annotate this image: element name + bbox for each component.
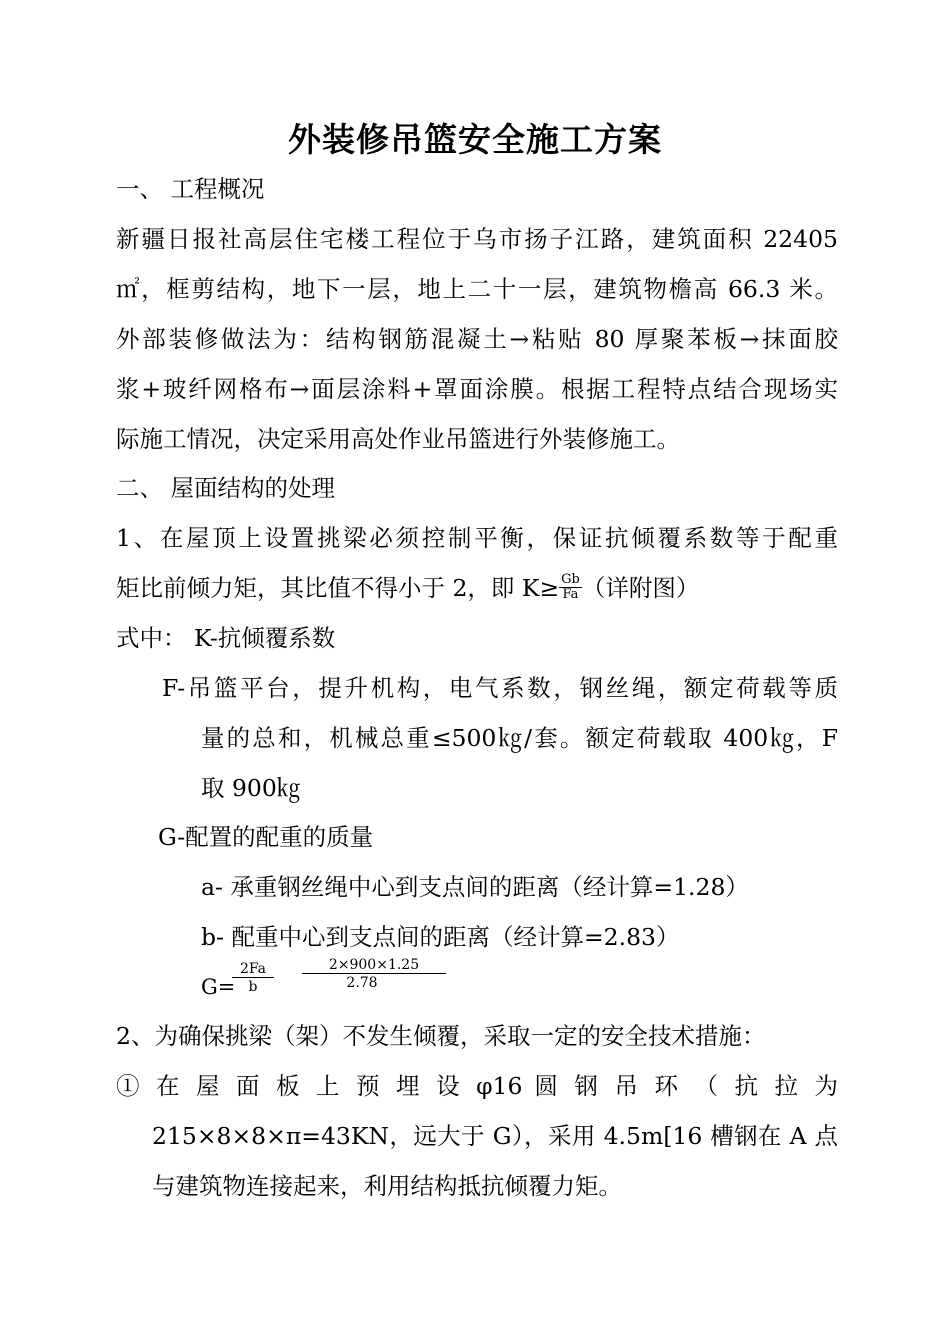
document-title: 外装修吊篮安全施工方案 bbox=[288, 120, 662, 159]
item-2-1-line-1: ① 在 屋 面 板 上 预 埋 设 φ16 圆 钢 吊 环 （ 抗 拉 为 bbox=[116, 1072, 838, 1100]
section-1-line-3: 外部装修做法为：结构钢筋混凝土→粘贴 80 厚聚苯板→抹面胶 bbox=[116, 325, 838, 353]
f-definition-line-2: 量的总和，机械总重≤500㎏/套。额定荷载取 400㎏，F bbox=[201, 724, 838, 752]
g-fraction-denominator: b bbox=[248, 979, 258, 995]
k-ratio-denominator: Fa bbox=[562, 587, 579, 602]
k-ratio-fraction bbox=[559, 573, 582, 602]
section-1-heading: 一、 工程概况 bbox=[116, 175, 265, 203]
g-fraction-numerator: 2Fa bbox=[232, 961, 274, 978]
k-ratio-numerator: Gb bbox=[561, 572, 580, 587]
a-definition: a- 承重钢丝绳中心到支点间的距离（经计算=1.28） bbox=[201, 873, 749, 901]
item-1-line-1: 1、在屋顶上设置挑梁必须控制平衡，保证抗倾覆系数等于配重 bbox=[116, 524, 838, 552]
item-1-line-2-suffix: （详附图） bbox=[581, 574, 700, 602]
item-2-1-line-3: 与建筑物连接起来，利用结构抵抗倾覆力矩。 bbox=[152, 1172, 622, 1200]
g-calc-denominator: 2.78 bbox=[346, 975, 378, 991]
f-definition-line-1: F-吊篮平台，提升机构，电气系数，钢丝绳，额定荷载等质 bbox=[162, 674, 838, 702]
g-calc-numerator: 2×900×1.25 bbox=[302, 957, 446, 974]
b-definition: b- 配重中心到支点间的距离（经计算=2.83） bbox=[201, 923, 680, 951]
g-definition: G-配置的配重的质量 bbox=[158, 823, 374, 851]
section-1-line-5: 际施工情况，决定采用高处作业吊篮进行外装修施工。 bbox=[116, 425, 680, 453]
section-1-line-2: ㎡，框剪结构，地下一层，地上二十一层，建筑物檐高 66.3 米。 bbox=[116, 275, 838, 303]
formula-intro: 式中： K-抗倾覆系数 bbox=[116, 624, 336, 652]
item-2-heading: 2、为确保挑梁（架）不发生倾覆，采取一定的安全技术措施： bbox=[116, 1022, 766, 1050]
section-2-heading: 二、 屋面结构的处理 bbox=[116, 474, 335, 502]
section-1-line-1: 新疆日报社高层住宅楼工程位于乌市扬子江路，建筑面积 22405 bbox=[116, 225, 838, 253]
item-1-line-2-prefix: 矩比前倾力矩，其比值不得小于 2，即 K≥ bbox=[116, 574, 560, 602]
item-2-1-line-2: 215×8×8×π=43KN，远大于 G），采用 4.5m[16 槽钢在 A 点 bbox=[152, 1122, 838, 1150]
section-1-line-4: 浆+玻纤网格布→面层涂料+罩面涂膜。根据工程特点结合现场实 bbox=[116, 375, 838, 403]
item-1-line-2 bbox=[116, 572, 699, 604]
f-definition-line-3: 取 900㎏ bbox=[201, 774, 301, 802]
g-formula-label: G= bbox=[201, 975, 236, 999]
